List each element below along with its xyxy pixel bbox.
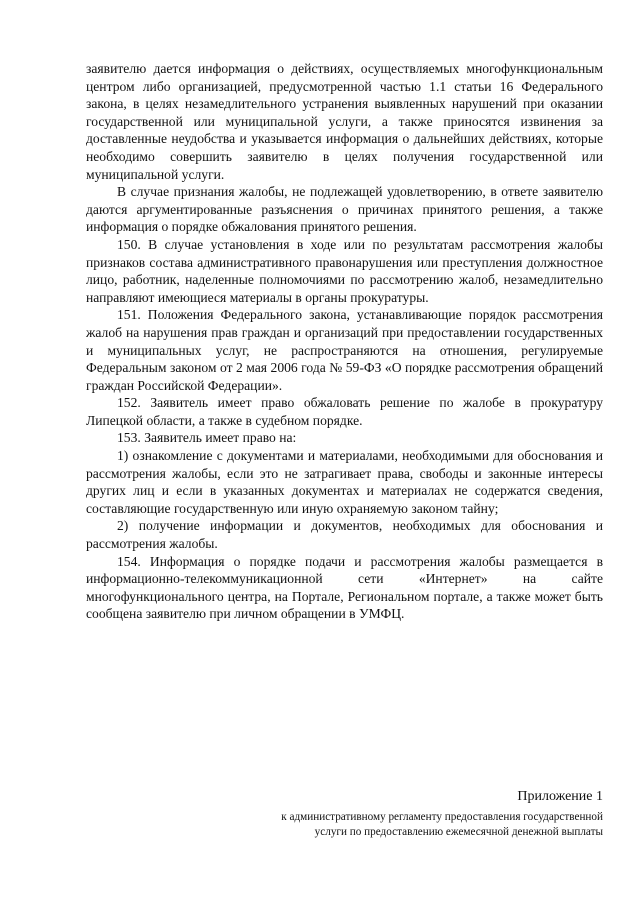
- appendix-title: Приложение 1: [517, 789, 603, 804]
- paragraph-153-item-1: 1) ознакомление с документами и материалами, необходимыми для обоснования и рассмотрения жалобы, если это не затрагивает права, свободы и законные интересы других лиц и если в указанных документах и материалах не содержатся сведения, составляющие государственную или иную охраняемую законом тайну;: [86, 448, 603, 516]
- paragraph-rejection: В случае признания жалобы, не подлежащей удовлетворению, в ответе заявителю даются аргументированные разъяснения о причинах принятого решения, а также информация о порядке обжалования принятого решения.: [86, 184, 603, 235]
- paragraph-151: 151. Положения Федерального закона, устанавливающие порядок рассмотрения жалоб на нарушения прав граждан и организаций при предоставлении государственных и муниципальных услуг, не распространяются на отношения, регулируемые Федеральным законом от 2 мая 2006 года № 59-ФЗ «О порядке рассмотрения обращений граждан Российской Федерации».: [86, 307, 603, 393]
- paragraph-continuation: заявителю дается информация о действиях, осуществляемых многофункциональным центром либо организацией, предусмотренной частью 1.1 статьи 16 Федерального закона, в целях незамедлительного устранения выявленных нарушений при оказании государственной или муниципальной услуги, а также приносятся извинения за доставленные неудобства и указывается информация о дальнейших действиях, которые необходимо совершить заявителю в целях получения государственной или муниципальной услуги.: [86, 61, 603, 182]
- document-body: [86, 60, 603, 623]
- appendix-header: [183, 788, 603, 840]
- appendix-subtitle-line-1: к административному регламенту предоставления государственной: [281, 811, 603, 823]
- paragraph-152: 152. Заявитель имеет право обжаловать решение по жалобе в прокуратуру Липецкой области, а также в судебном порядке.: [86, 395, 603, 428]
- paragraph-154: 154. Информация о порядке подачи и рассмотрения жалобы размещается в информационно-телекоммуникационной сети «Интернет» на сайте многофункционального центра, на Портале, Региональном портале, а также может быть сообщена заявителю при личном обращении в УМФЦ.: [86, 553, 603, 622]
- paragraph-150: 150. В случае установления в ходе или по результатам рассмотрения жалобы признаков состава административного правонарушения или преступления должностное лицо, работник, наделенные полномочиями по рассмотрению жалоб, незамедлительно направляют имеющиеся материалы в органы прокуратуры.: [86, 236, 603, 305]
- paragraph-153-item-2: 2) получение информации и документов, необходимых для обоснования и рассмотрения жалобы.: [86, 518, 603, 552]
- paragraph-153: 153. Заявитель имеет право на:: [117, 430, 297, 446]
- appendix-subtitle-line-2: услуги по предоставлению ежемесячной денежной выплаты: [314, 826, 603, 838]
- appendix-subtitle: [183, 810, 603, 840]
